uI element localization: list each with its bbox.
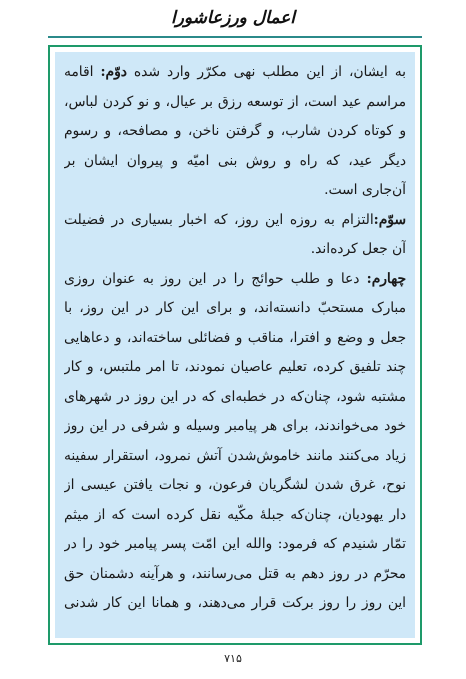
- line-text: دعا و طلب حوائج را در این روز به عنوان روزی: [64, 270, 367, 287]
- text-line: آن جعل کرده‌اند.: [310, 241, 406, 257]
- text-line: [64, 206, 406, 236]
- line-text: التزام به روزه این روز، که اخبار بسیاری در فضیلت: [64, 211, 374, 228]
- page-number: ۷۱۵: [224, 652, 242, 665]
- text-line: [64, 58, 406, 88]
- text-line: تمّار شنیدم که فرمود: والله این امّت پسر پیامبر خود را در: [64, 536, 406, 552]
- text-line: محرّم در روز دهم به قتل می‌رسانند، و هرآینه دشمنان حق: [64, 565, 406, 582]
- text-line: و کوتاه کردن شارب، و گرفتن ناخن، و مصافحه، و رسوم: [64, 123, 406, 139]
- page-header-title: اعمال ورزعاشورا: [170, 8, 296, 28]
- line-text: به ایشان، از این مطلب نهی مکرّر وارد شده: [126, 64, 406, 80]
- text-line: جعل و وضع و افترا، مناقب و فضائلی ساخته‌اند، و دعاهایی: [64, 329, 406, 346]
- text-line: [64, 265, 406, 295]
- section-keyword: سوّم:: [373, 211, 406, 228]
- text-line: دار یهودیان، چنان‌که جبلهٔ مکّیه نقل کرده است که از میثم: [64, 506, 406, 523]
- text-line: نوح، غرق شدن لشگریان فرعون، و نجات یافتن عیسی از: [64, 477, 406, 493]
- header-divider: [48, 36, 422, 38]
- text-line: مراسم عید است، از توسعه رزق بر عیال، و نو کردن لباس،: [64, 93, 406, 110]
- text-line: این روز را روز برکت قرار می‌دهند، و همانا این کار شدنی: [64, 595, 406, 611]
- text-line: زیاد می‌کنند مانند خاموش‌شدن آتش نمرود، استقرار سفینه: [64, 447, 406, 464]
- text-line: آن‌جاری است.: [324, 182, 406, 198]
- text-line: خود می‌خواندند، برای هر پیامبر وسیله و شرفی در این روز: [64, 418, 406, 434]
- line-text-after-keyword: اقامه: [64, 64, 101, 80]
- body-text-box: [55, 52, 415, 638]
- section-keyword: دوّم:: [100, 64, 127, 80]
- text-frame: [48, 45, 422, 645]
- text-line: دیگر عید، که راه و روش بنی امیّه و پیروان ایشان بر: [64, 152, 406, 169]
- text-line: مشتبه شود، چنان‌که در خطبه‌ای که در این روز در شهرهای: [64, 388, 406, 405]
- text-line: مبارک مستحبّ دانسته‌اند، و برای این کار در این روز، با: [64, 300, 406, 316]
- text-line: چند تلفیق کرده، تعلیم عاصیان نمودند، تا امر ملتبس، و کار: [64, 359, 406, 375]
- section-keyword: چهارم:: [366, 270, 406, 287]
